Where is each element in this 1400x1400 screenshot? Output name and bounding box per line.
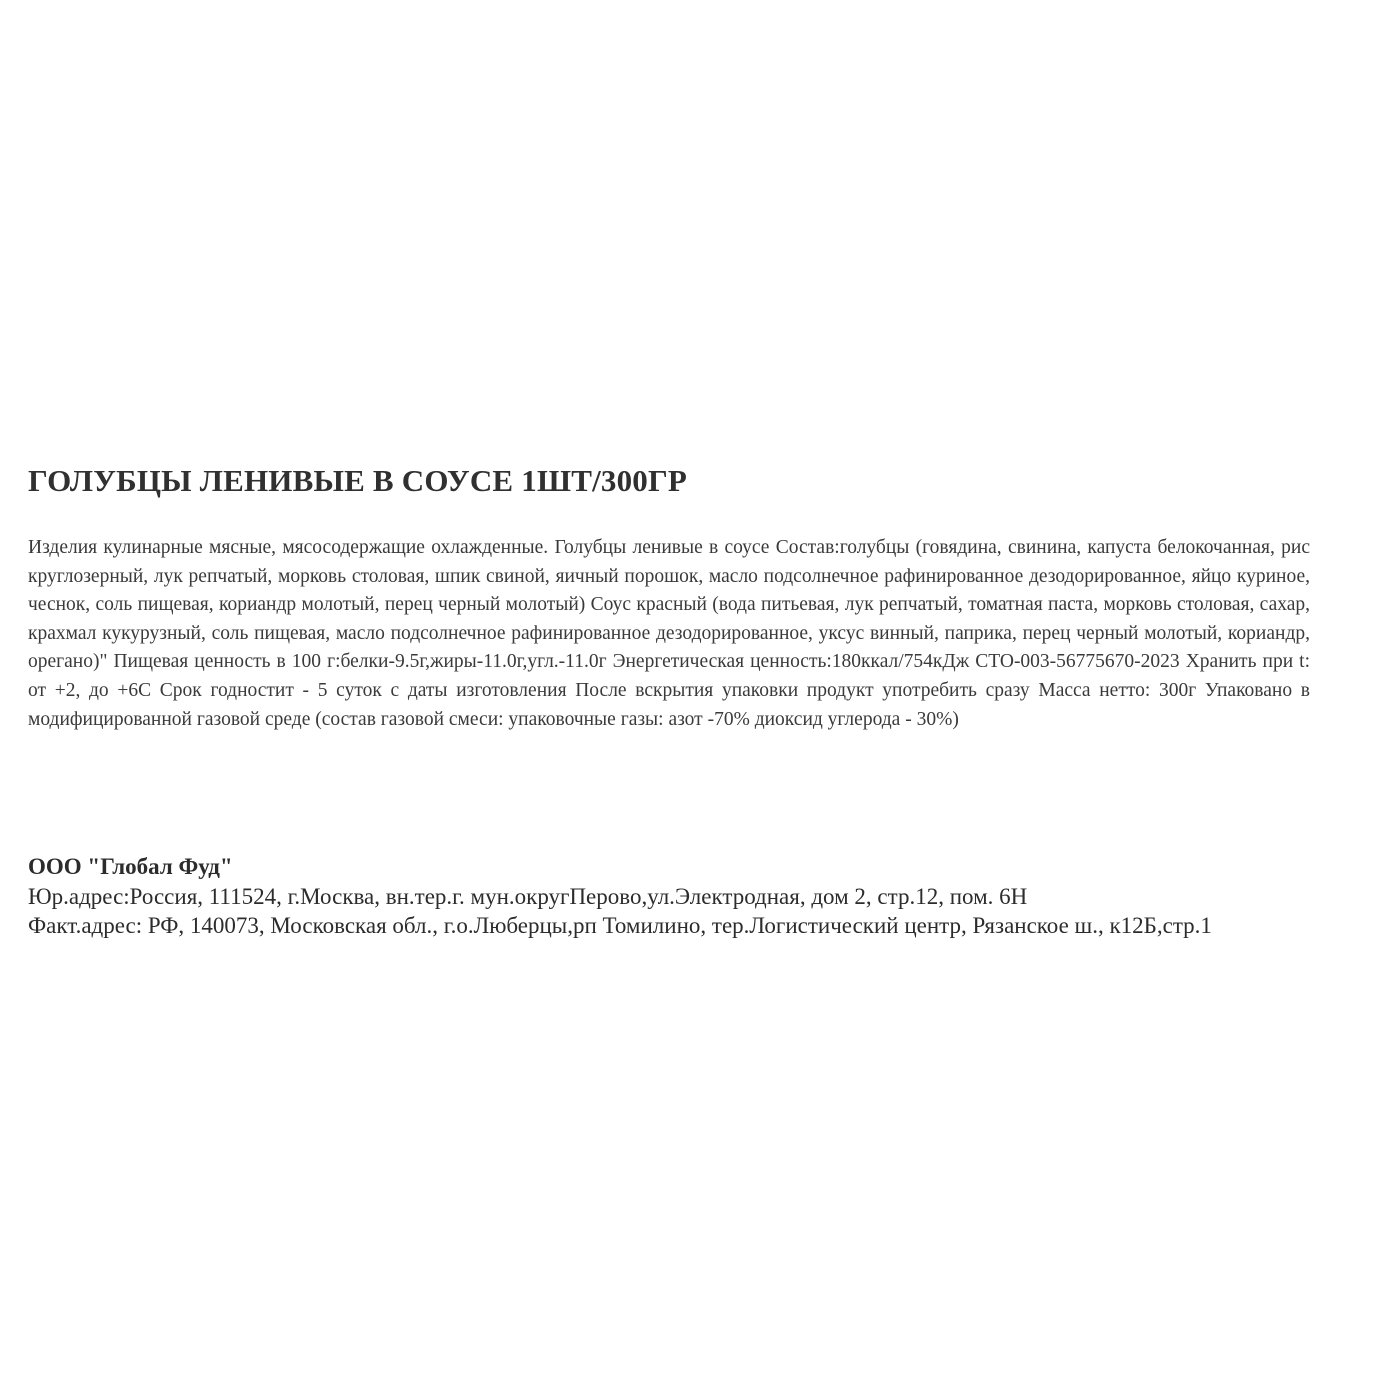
legal-address: Юр.адрес:Россия, 111524, г.Москва, вн.тер.г. мун.округПерово,ул.Электродная, дом 2, стр.12, пом. 6Н — [28, 884, 1028, 909]
product-title: ГОЛУБЦЫ ЛЕНИВЫЕ В СОУСЕ 1ШТ/300ГР — [28, 463, 688, 498]
actual-address: Факт.адрес: РФ, 140073, Московская обл., г.о.Люберцы,рп Томилино, тер.Логистический центр, Рязанское ш., к12Б,стр.1 — [28, 913, 1212, 938]
product-composition: Изделия кулинарные мясные, мясосодержащие охлажденные. Голубцы ленивые в соусе Состав:голубцы (говядина, свинина, капуста белокочанная, рис круглозерный, лук репчатый, морковь столовая, шпик свиной, яичный порошок, масло подсолнечное рафинированное дезодорированное, яйцо куриное, чеснок, соль пищевая, кориандр молотый, перец черный молотый) Соус красный (вода питьевая, лук репчатый, томатная паста, морковь столовая, сахар, крахмал кукурузный, соль пищевая, масло подсолнечное рафинированное дезодорированное, уксус винный, паприка, перец черный молотый, кориандр, орегано)" Пищевая ценность в 100 г:белки-9.5г,жиры-11.0г,угл.-11.0г Энергетическая ценность:180ккал/754кДж СТО-003-56775670-2023 Хранить при t: от +2, до +6С Срок годностит - 5 суток с даты изготовления После вскрытия упаковки продукт употребить сразу Масса нетто: 300г Упаковано в модифицированной газовой среде (состав газовой смеси: упаковочные газы: азот -70% диоксид углерода - 30%) — [28, 537, 1310, 730]
company-name: ООО "Глобал Фуд" — [28, 854, 233, 879]
manufacturer-block — [28, 852, 1378, 940]
